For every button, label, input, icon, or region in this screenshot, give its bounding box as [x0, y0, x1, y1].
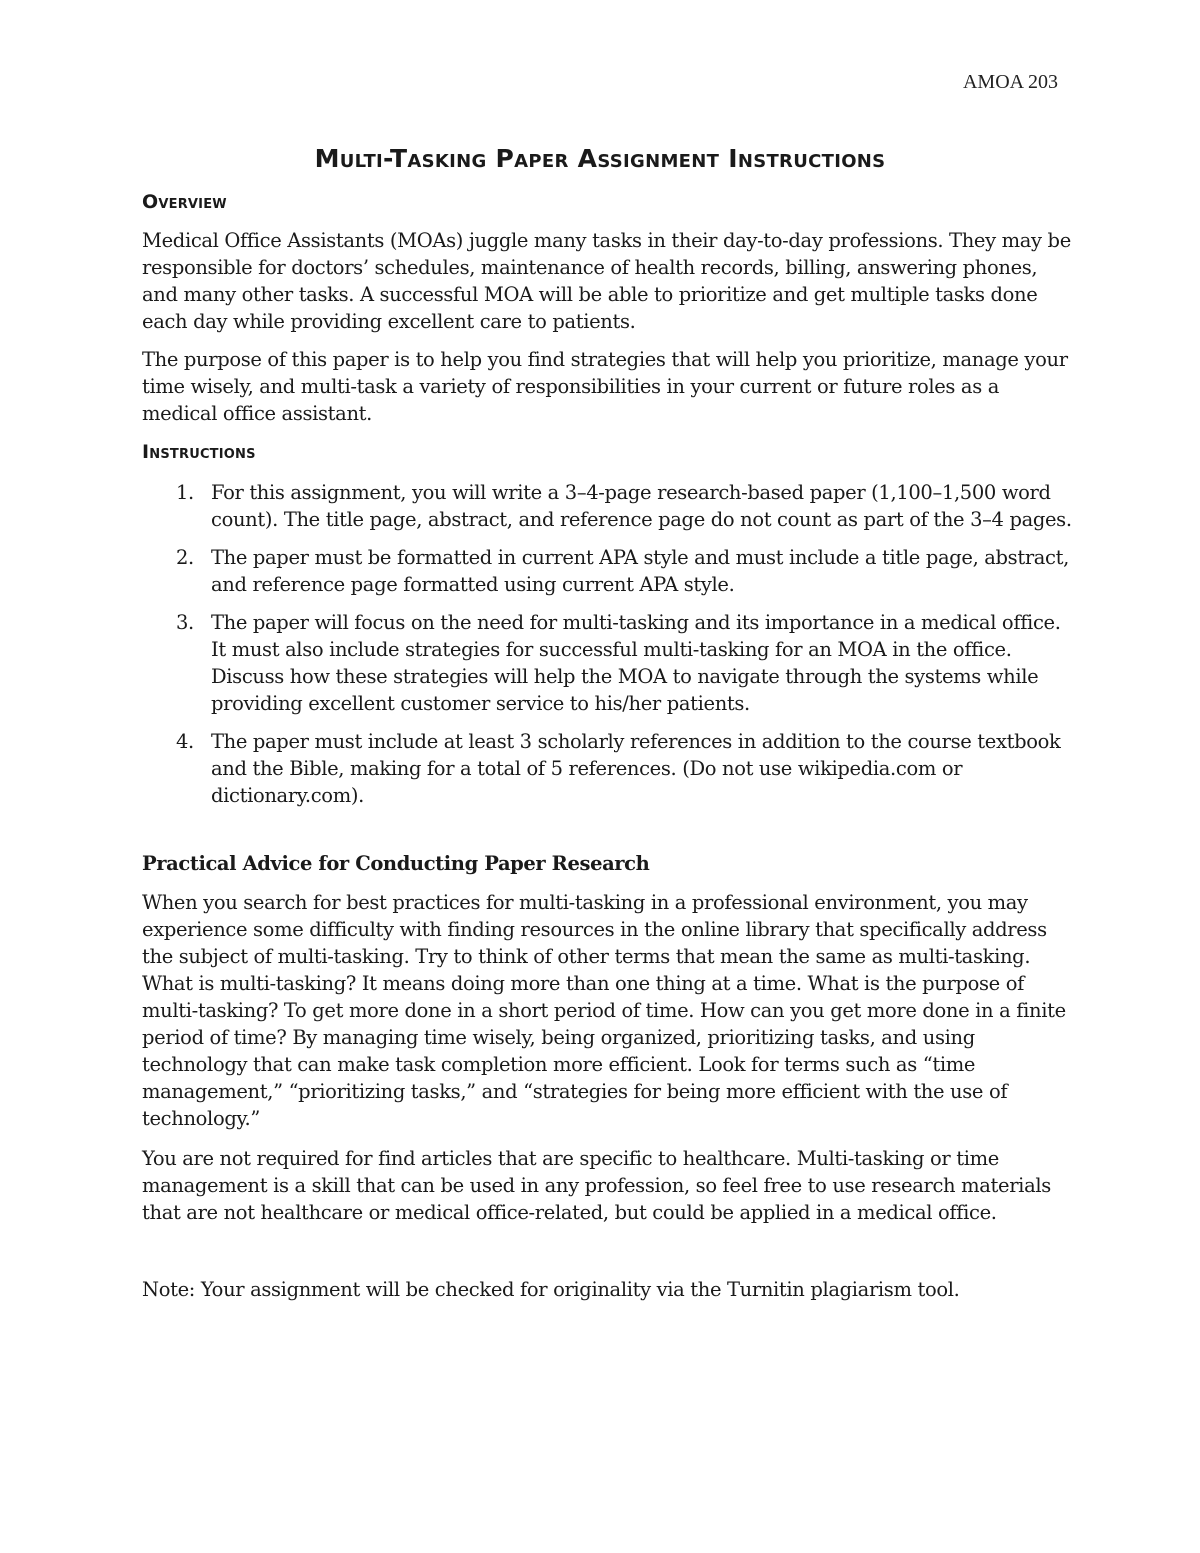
- list-item-text: The paper must include at least 3 scholarly references in addition to the course textbook and the Bible, making for a total of 5 references. (Do not use wikipedia.com or dictionary.com).: [211, 730, 1061, 807]
- document-title: Multi-Tasking Paper Assignment Instructions: [314, 144, 886, 173]
- list-item-number: 1.: [176, 481, 194, 504]
- list-item: [142, 728, 1072, 809]
- course-code: AMOA 203: [962, 71, 1058, 93]
- instructions-heading: Instructions: [142, 441, 256, 463]
- originality-note: Note: Your assignment will be checked for originality via the Turnitin plagiarism tool.: [142, 1278, 960, 1301]
- list-item-number: 3.: [176, 611, 194, 634]
- list-item-text: The paper will focus on the need for multi-tasking and its importance in a medical office. It must also include strategies for successful multi-tasking for an MOA in the office. Discuss how these strategies will help the MOA to navigate through the systems while providing excellent customer service to his/her patients.: [211, 611, 1061, 715]
- overview-paragraph-2: The purpose of this paper is to help you find strategies that will help you prioritize, manage your time wisely, and multi-task a variety of responsibilities in your current or future roles as a medical office assistant.: [142, 348, 1068, 425]
- list-item-text: The paper must be formatted in current APA style and must include a title page, abstract, and reference page formatted using current APA style.: [211, 546, 1069, 596]
- list-item: [142, 544, 1072, 598]
- list-item: [142, 479, 1072, 533]
- overview-heading: Overview: [142, 191, 227, 213]
- overview-paragraph-1: Medical Office Assistants (MOAs) juggle many tasks in their day-to-day professions. They may be responsible for doctors’ schedules, maintenance of health records, billing, answering phones, and many other tasks. A successful MOA will be able to prioritize and get multiple tasks done each day while providing excellent care to patients.: [142, 229, 1071, 333]
- list-item-number: 2.: [176, 546, 194, 569]
- advice-heading: Practical Advice for Conducting Paper Research: [142, 852, 650, 875]
- list-item-number: 4.: [176, 730, 194, 753]
- list-item-text: For this assignment, you will write a 3–4-page research-based paper (1,100–1,500 word count). The title page, abstract, and reference page do not count as part of the 3–4 pages.: [211, 481, 1072, 531]
- advice-paragraph-1: When you search for best practices for multi-tasking in a professional environment, you may experience some difficulty with finding resources in the online library that specifically address the subject of multi-tasking. Try to think of other terms that mean the same as multi-tasking. What is multi-tasking? It means doing more than one thing at a time. What is the purpose of multi-tasking? To get more done in a short period of time. How can you get more done in a finite period of time? By managing time wisely, being organized, prioritizing tasks, and using technology that can make task completion more efficient. Look for terms such as “time management,” “prioritizing tasks,” and “strategies for being more efficient with the use of technology.”: [142, 891, 1066, 1130]
- advice-paragraph-2: You are not required for find articles that are specific to healthcare. Multi-tasking or time management is a skill that can be used in any profession, so feel free to use research materials that are not healthcare or medical office-related, but could be applied in a medical office.: [142, 1147, 1051, 1224]
- instructions-list: [142, 479, 1072, 820]
- list-item: [142, 609, 1072, 717]
